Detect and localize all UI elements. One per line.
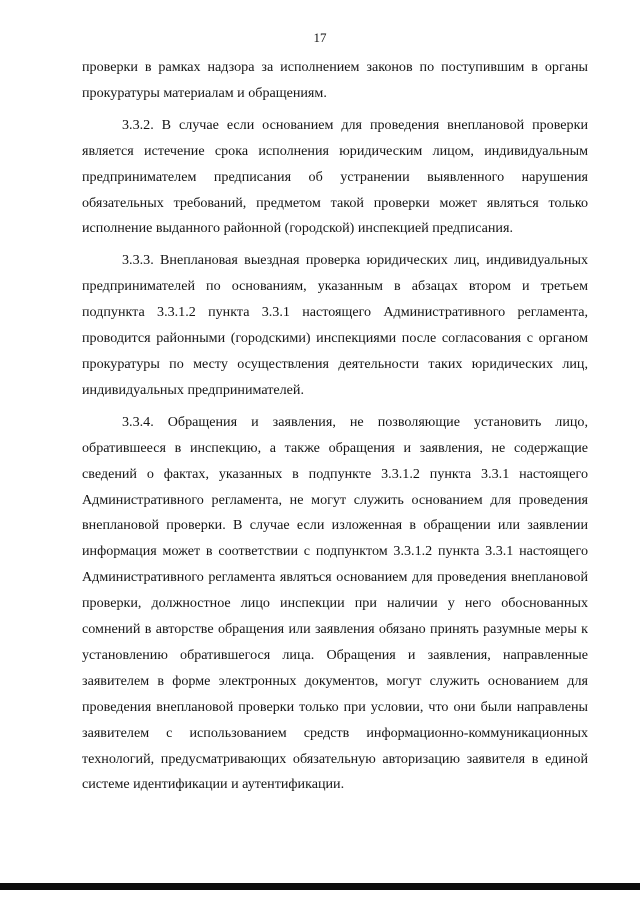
paragraph-3-3-4: 3.3.4. Обращения и заявления, не позволяющие установить лицо, обратившееся в инспекцию, а также обращения и заявления, не содержащие сведений о фактах, указанных в подпункте 3.3.1.2 пункта 3.3.1 настоящего Административного регламента, не могут служить основанием для проведения внеплановой проверки. В случае если изложенная в обращении или заявлении информация может в соответствии с подпунктом 3.3.1.2 пункта 3.3.1 настоящего Административного регламента являться основанием для проведения внеплановой проверки, должностное лицо инспекции при наличии у него обоснованных сомнений в авторстве обращения или заявления обязано принять разумные меры к установлению обратившегося лица. Обращения и заявления, направленные заявителем в форме электронных документов, могут служить основанием для проведения внеплановой проверки только при условии, что они были направлены заявителем с использованием средств информационно-коммуникационных технологий, предусматривающих обязательную авторизацию заявителя в единой системе идентификации и аутентификации.: [82, 413, 588, 793]
page-number: 17: [313, 30, 327, 45]
paragraph-continued: проверки в рамках надзора за исполнением законов по поступившим в органы прокуратуры материалам и обращениям.: [82, 59, 588, 101]
paragraph-3-3-2: 3.3.2. В случае если основанием для проведения внеплановой проверки является истечение срока исполнения юридическим лицом, индивидуальным предпринимателем предписания об устранении выявленного нарушения обязательных требований, предметом такой проверки может являться только исполнение выданного районной (городской) инспекцией предписания.: [82, 116, 588, 237]
paragraph-3-3-3: 3.3.3. Внеплановая выездная проверка юридических лиц, индивидуальных предпринимателей по основаниям, указанным в абзацах втором и третьем подпункта 3.3.1.2 пункта 3.3.1 настоящего Административного регламента, проводится районными (городскими) инспекциями после согласования с органом прокуратуры по месту осуществления деятельности таких юридических лиц, индивидуальных предпринимателей.: [82, 252, 588, 398]
document-body: [82, 55, 588, 798]
page-bottom-edge: [0, 883, 640, 890]
